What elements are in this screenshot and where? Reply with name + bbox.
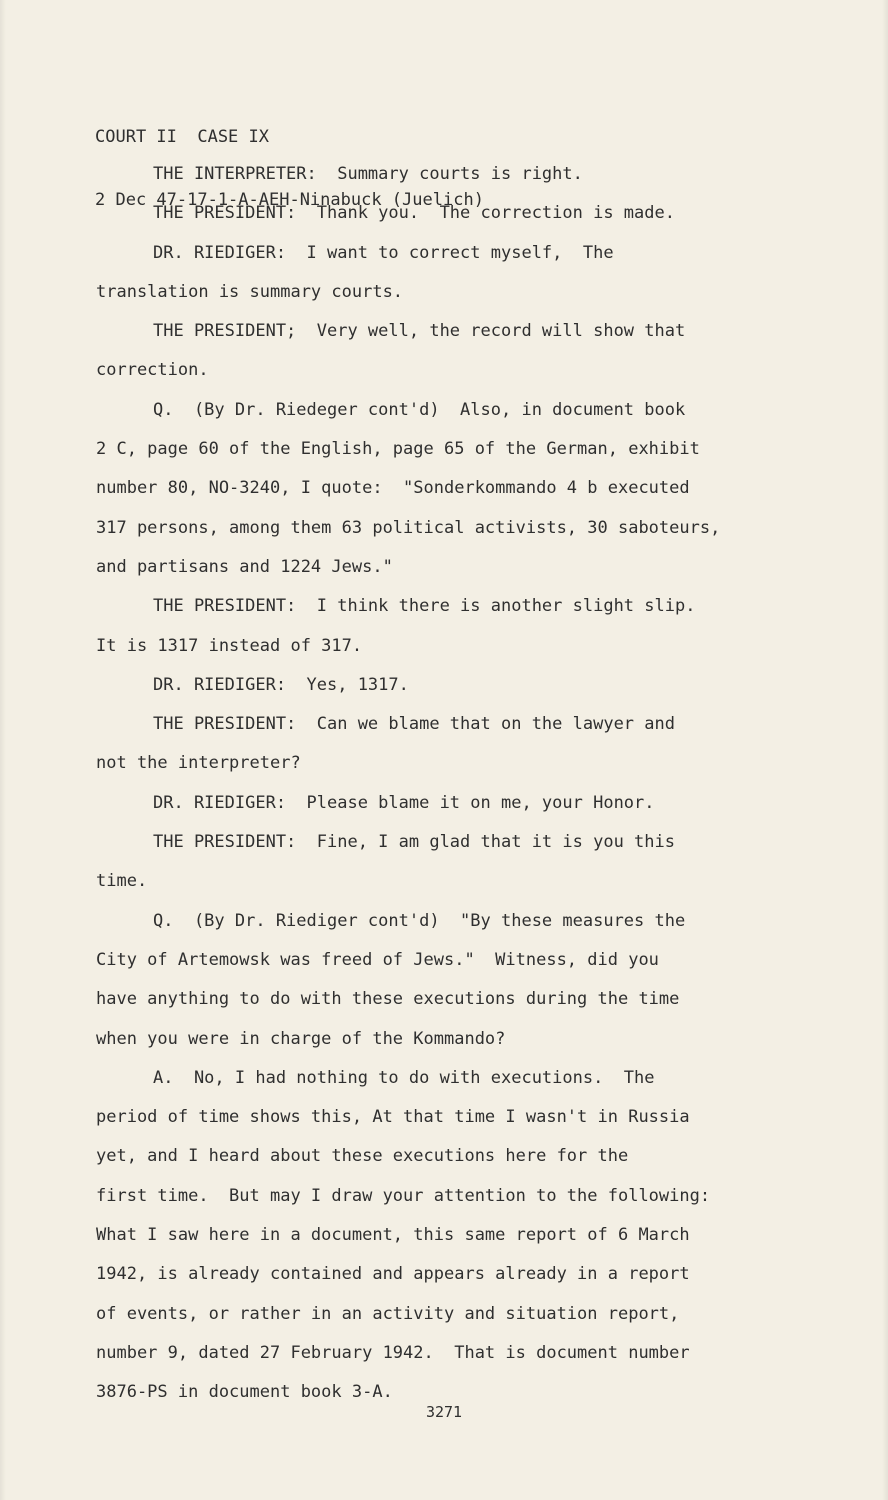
right-page-edge xyxy=(882,0,888,1500)
transcript-line: 3876-PS in document book 3-A. xyxy=(96,1382,393,1403)
transcript-body xyxy=(96,162,816,1420)
transcript-line: of events, or rather in an activity and situation report, xyxy=(96,1303,680,1324)
transcript-line: first time. But may I draw your attention to the following: xyxy=(96,1185,711,1206)
court-case-line: COURT II CASE IX xyxy=(95,127,269,147)
transcript-line: A. No, I had nothing to do with executions. The xyxy=(153,1067,655,1088)
transcript-line: THE INTERPRETER: Summary courts is right. xyxy=(153,164,583,184)
transcript-line: It is 1317 instead of 317. xyxy=(96,635,363,656)
transcript-line: THE PRESIDENT: Fine, I am glad that it is you this xyxy=(153,832,675,853)
left-page-edge xyxy=(0,0,6,1500)
transcript-line: 317 persons, among them 63 political activists, 30 saboteurs, xyxy=(96,517,721,538)
transcript-line: DR. RIEDIGER: Yes, 1317. xyxy=(153,674,409,695)
transcript-line: What I saw here in a document, this same report of 6 March xyxy=(96,1225,690,1246)
page-number: 3271 xyxy=(425,1403,463,1421)
transcript-line: time. xyxy=(96,871,148,892)
transcript-line: Q. (By Dr. Riediger cont'd) "By these measures the xyxy=(153,910,686,931)
transcript-line: correction. xyxy=(96,360,209,381)
transcript-line: translation is summary courts. xyxy=(96,281,404,302)
transcript-line: DR. RIEDIGER: I want to correct myself, The xyxy=(153,242,614,263)
transcript-line: City of Artemowsk was freed of Jews." Witness, did you xyxy=(96,949,659,970)
transcript-line: 1942, is already contained and appears already in a report xyxy=(96,1264,690,1285)
transcript-line: yet, and I heard about these executions here for the xyxy=(96,1146,629,1167)
transcript-line: 2 C, page 60 of the English, page 65 of the German, exhibit xyxy=(96,439,700,460)
transcript-line: number 9, dated 27 February 1942. That is document number xyxy=(96,1342,690,1363)
transcript-line: THE PRESIDENT; Very well, the record will show that xyxy=(153,321,686,342)
transcript-line: not the interpreter? xyxy=(96,753,301,774)
transcript-line: when you were in charge of the Kommando? xyxy=(96,1028,506,1049)
transcript-line: and partisans and 1224 Jews." xyxy=(96,556,393,577)
transcript-line: Q. (By Dr. Riedeger cont'd) Also, in document book xyxy=(153,399,686,420)
transcript-line: period of time shows this, At that time I wasn't in Russia xyxy=(96,1107,690,1128)
transcript-line: THE PRESIDENT: I think there is another slight slip. xyxy=(153,596,696,617)
transcript-line: DR. RIEDIGER: Please blame it on me, your Honor. xyxy=(153,792,655,813)
transcript-line: have anything to do with these executions during the time xyxy=(96,989,680,1010)
transcript-line: number 80, NO-3240, I quote: "Sonderkommando 4 b executed xyxy=(96,478,690,499)
date-reference-line: 2 Dec 47-17-1-A-AEH-Ninabuck (Juelich) xyxy=(95,190,484,210)
transcript-line: THE PRESIDENT: Can we blame that on the lawyer and xyxy=(153,714,675,735)
transcript-line: THE PRESIDENT: Thank you. The correction is made. xyxy=(153,203,675,224)
